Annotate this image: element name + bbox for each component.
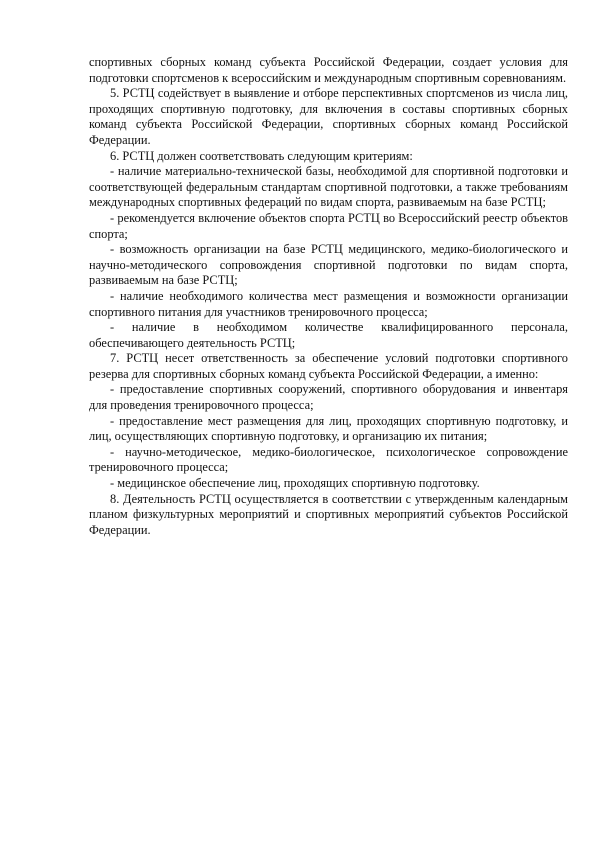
criteria-item-material-base: - наличие материально-технической базы, необходимой для спортивной подготовки и соответствующей федеральным стандартам спортивной подготовки, а также требованиям международных спортивных федераций по видам спорта, развиваемым на базе РСТЦ; <box>89 164 568 210</box>
paragraph-continuation: спортивных сборных команд субъекта Российской Федерации, создает условия для подготовки спортсменов к всероссийским и международным спортивным соревнованиям. <box>89 55 568 85</box>
paragraph-item-8: 8. Деятельность РСТЦ осуществляется в соответствии с утвержденным календарным планом физкультурных мероприятий и спортивных мероприятий субъектов Российской Федерации. <box>89 491 568 537</box>
duty-item-lodging: - предоставление мест размещения для лиц, проходящих спортивную подготовку, и лиц, осуществляющих спортивную подготовку, и организацию их питания; <box>89 413 568 444</box>
duty-item-facilities: - предоставление спортивных сооружений, спортивного оборудования и инвентаря для проведения тренировочного процесса; <box>89 382 568 413</box>
paragraph-item-6: 6. РСТЦ должен соответствовать следующим критериям: <box>110 148 413 163</box>
duty-item-medical: - медицинское обеспечение лиц, проходящих спортивную подготовку. <box>110 476 480 491</box>
criteria-item-registry: - рекомендуется включение объектов спорта РСТЦ во Всероссийский реестр объектов спорта; <box>89 210 568 241</box>
criteria-item-accommodation: - наличие необходимого количества мест размещения и возможности организации спортивного питания для участников тренировочного процесса; <box>89 288 568 319</box>
duty-item-scientific-support: - научно-методическое, медико-биологическое, психологическое сопровождение тренировочного процесса; <box>89 444 568 475</box>
document-body <box>89 55 568 538</box>
criteria-item-personnel: - наличие в необходимом количестве квалифицированного персонала, обеспечивающего деятельность РСТЦ; <box>89 320 568 350</box>
paragraph-item-5: 5. РСТЦ содействует в выявление и отборе перспективных спортсменов из числа лиц, проходящих спортивную подготовку, для включения в составы спортивных сборных команд субъекта Российской Федерации, спортивных сборных команд Российской Федерации. <box>89 86 568 147</box>
criteria-item-medical-support: - возможность организации на базе РСТЦ медицинского, медико-биологического и научно-методического сопровождения спортивной подготовки по видам спорта, развиваемым на базе РСТЦ; <box>89 242 568 288</box>
paragraph-item-7: 7. РСТЦ несет ответственность за обеспечение условий подготовки спортивного резерва для спортивных сборных команд субъекта Российской Федерации, а именно: <box>89 351 568 381</box>
